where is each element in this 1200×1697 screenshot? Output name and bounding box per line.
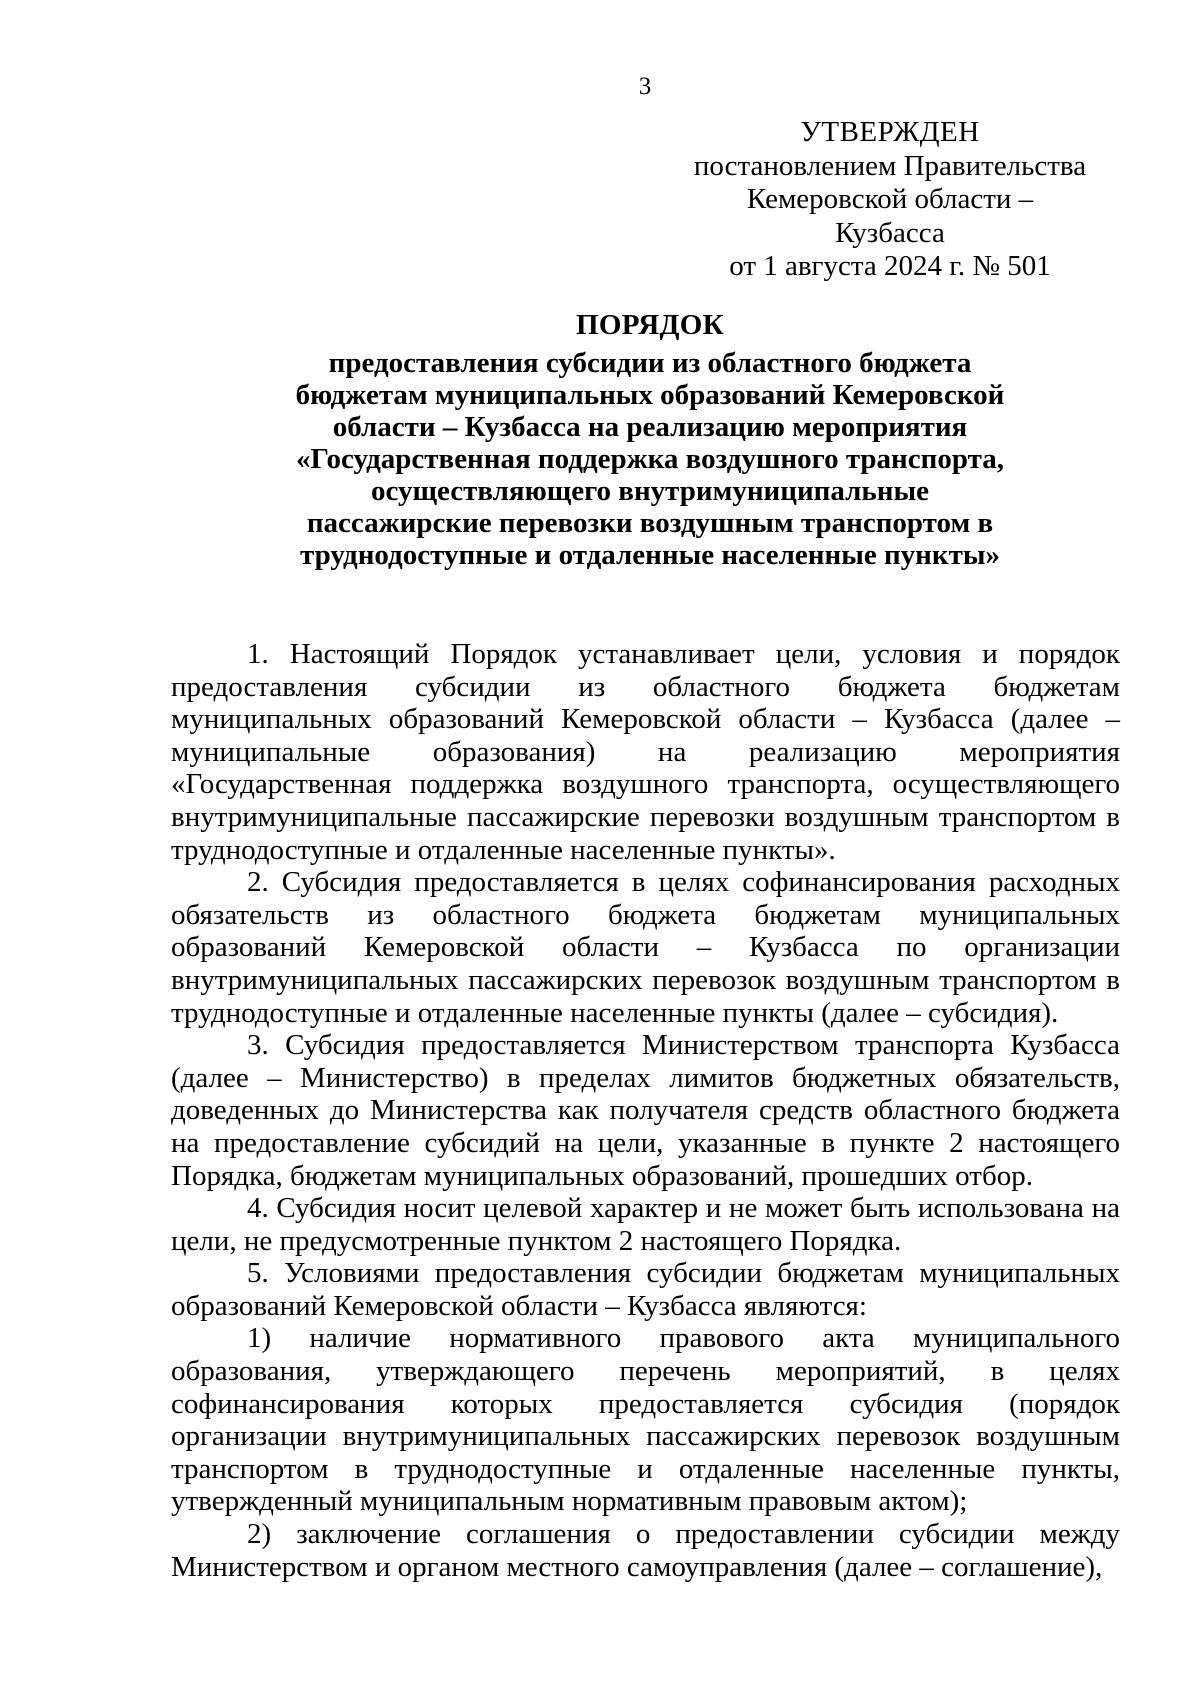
subparagraph-1: 1) наличие нормативного правового акта муниципального образования, утверждающего перечень мероприятий, в целях софинансирования которых предоставляется субсидия (порядок организации внутримуниципальных пассажирских перевозок воздушным транспортом в труднодоступные и отдаленные населенные пункты, утвержденный муниципальным нормативным правовым актом); (171, 1322, 1120, 1518)
approval-line: постановлением Правительства (693, 149, 1087, 182)
paragraph-3: 3. Субсидия предоставляется Министерством транспорта Кузбасса (далее – Министерство) в пределах лимитов бюджетных обязательств, доведенных до Министерства как получателя средств областного бюджета на предоставление субсидий на цели, указанные в пункте 2 настоящего Порядка, бюджетам муниципальных образований, прошедших отбор. (171, 1029, 1120, 1192)
paragraph-2: 2. Субсидия предоставляется в целях софинансирования расходных обязательств из областного бюджета бюджетам муниципальных образований Кемеровской области – Кузбасса по организации внутримуниципальных пассажирских перевозок воздушным транспортом в труднодоступные и отдаленные населенные пункты (далее – субсидия). (171, 866, 1120, 1029)
paragraph-5: 5. Условиями предоставления субсидии бюджетам муниципальных образований Кемеровской области – Кузбасса являются: (171, 1257, 1120, 1322)
approval-title: УТВЕРЖДЕН (800, 116, 980, 148)
heading-line: труднодоступные и отдаленные населенные пункты» (300, 539, 1000, 571)
page-number: 3 (638, 73, 652, 100)
document-body (171, 638, 1120, 1583)
paragraph-1: 1. Настоящий Порядок устанавливает цели, условия и порядок предоставления субсидии из областного бюджета бюджетам муниципальных образований Кемеровской области – Кузбасса (далее – муниципальные образования) на реализацию мероприятия «Государственная поддержка воздушного транспорта, осуществляющего внутримуниципальные пассажирские перевозки воздушным транспортом в труднодоступные и отдаленные населенные пункты». (171, 638, 1120, 866)
heading-line: предоставления субсидии из областного бюджета (328, 347, 972, 379)
document-title: ПОРЯДОК (576, 309, 724, 341)
paragraph-4: 4. Субсидия носит целевой характер и не может быть использована на цели, не предусмотренные пунктом 2 настоящего Порядка. (171, 1192, 1120, 1257)
heading-line: пассажирские перевозки воздушным транспортом в (306, 507, 994, 539)
heading-line: бюджетам муниципальных образований Кемеровской (295, 379, 1005, 411)
approval-line: Кемеровской области – Кузбасса (746, 183, 1034, 249)
subparagraph-2: 2) заключение соглашения о предоставлении субсидии между Министерством и органом местного самоуправления (далее – соглашение), (171, 1518, 1120, 1583)
heading-line: области – Кузбасса на реализацию мероприятия (332, 411, 968, 443)
heading-line: «Государственная поддержка воздушного транспорта, (296, 443, 1004, 475)
document-heading (260, 309, 1040, 571)
approval-stamp (690, 116, 1090, 284)
approval-line: от 1 августа 2024 г. № 501 (729, 250, 1051, 282)
heading-line: осуществляющего внутримуниципальные (371, 475, 929, 507)
